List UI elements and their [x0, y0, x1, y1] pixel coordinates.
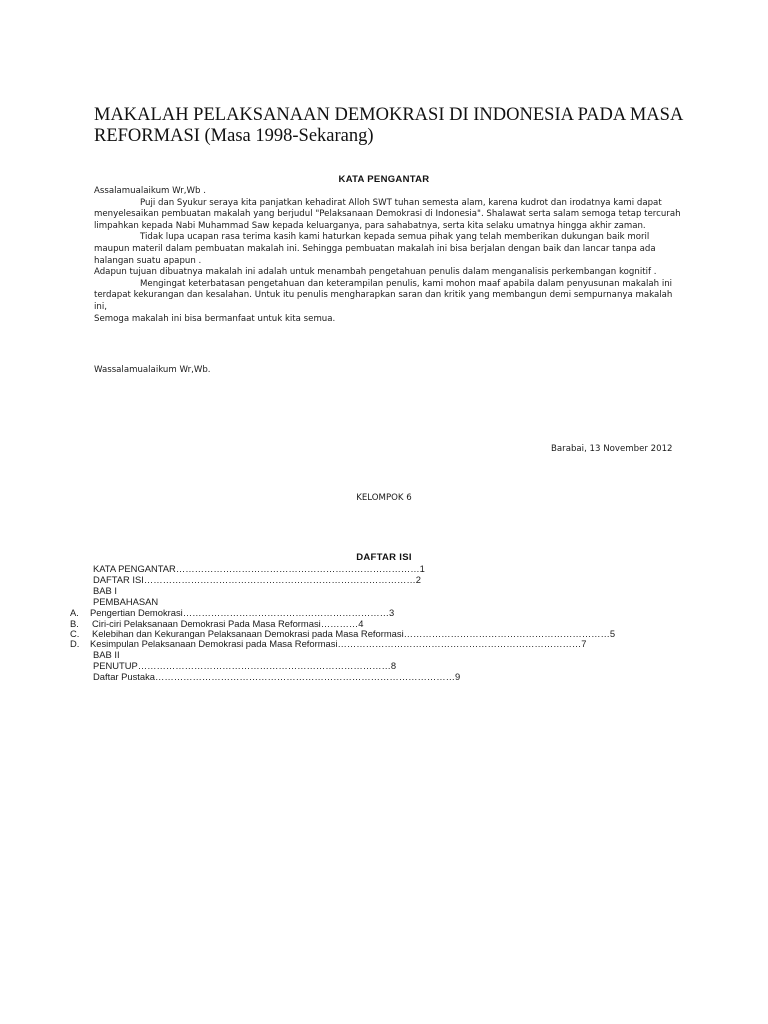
- daftar-isi-heading: DAFTAR ISI: [356, 552, 412, 563]
- toc-entry-kata-pengantar: KATA PENGANTAR……………………………………………………………………1: [93, 563, 425, 574]
- paragraph-1: Puji dan Syukur seraya kita panjatkan kehadirat Alloh SWT tuhan semesta alam, karena kudrot dan irodatnya kami dapat menyelesaikan pembuatan makalah yang berjudul "Pelaksanaan Demokrasi di Indonesia". Shalawat serta salam semoga tetap tercurah limpahkan kepada Nabi Muhammad Saw kepada keluarganya, para sahabatnya, serta kita selaku umatnya hingga akhir zaman.: [94, 197, 681, 231]
- foreword-body: [94, 186, 684, 325]
- place-date: Barabai, 13 November 2012: [551, 444, 673, 454]
- toc-entry-d: Kesimpulan Pelaksanaan Demokrasi pada Masa Reformasi……………………………………………………………………7: [90, 638, 587, 649]
- paragraph-5: Semoga makalah ini bisa bermanfaat untuk kita semua.: [94, 313, 336, 324]
- paragraph-3: Adapun tujuan dibuatnya makalah ini adalah untuk menambah pengetahuan penulis dalam menganalisis perkembangan kognitif .: [94, 267, 657, 278]
- toc-entry-b: Ciri-ciri Pelaksanaan Demokrasi Pada Masa Reformasi…………4: [92, 618, 364, 629]
- document-title-line-2: REFORMASI (Masa 1998-Sekarang): [94, 126, 374, 146]
- author-group: KELOMPOK 6: [356, 493, 412, 503]
- document-title-line-1: MAKALAH PELAKSANAAN DEMOKRASI DI INDONESIA PADA MASA: [94, 105, 684, 125]
- toc-entry-penutup: PENUTUP………………………………………………………………………8: [93, 660, 397, 671]
- toc-item-b-letter: B.: [70, 618, 79, 629]
- toc-item-d-letter: D.: [70, 638, 80, 649]
- toc-entry-c: Kelebihan dan Kekurangan Pelaksanaan Demokrasi pada Masa Reformasi…………………………………………………………5: [92, 628, 616, 639]
- paragraph-2: Tidak lupa ucapan rasa terima kasih kami haturkan kepada semua pihak yang telah memberikan dukungan baik moril maupun materil dalam pembuatan makalah ini. Sehingga pembuatan makalah ini bisa berjalan dengan baik dan lancar tanpa ada halangan suatu apapun .: [94, 232, 656, 266]
- toc-entry-daftar-isi: DAFTAR ISI……………………………………………………………………………2: [93, 574, 421, 585]
- toc-entry-a: Pengertian Demokrasi…………………………………………………………3: [90, 607, 395, 618]
- closing-salutation: Wassalamualaikum Wr,Wb.: [94, 365, 211, 375]
- toc-bab-1: BAB I: [93, 585, 117, 596]
- toc-entry-daftar-pustaka: Daftar Pustaka……………………………………………………………………………………9: [93, 671, 461, 682]
- toc-bab-2: BAB II: [93, 649, 120, 660]
- kata-pengantar-heading: KATA PENGANTAR: [338, 174, 430, 185]
- toc-pembahasan: PEMBAHASAN: [93, 596, 159, 607]
- greeting: Assalamualaikum Wr,Wb .: [94, 186, 206, 196]
- toc-item-c-letter: C.: [70, 628, 80, 639]
- paragraph-4: Mengingat keterbatasan pengetahuan dan keterampilan penulis, kami mohon maaf apabila dalam penyusunan makalah ini terdapat kekurangan dan kesalahan. Untuk itu penulis mengharapkan saran dan kritik yang membangun demi sempurnanya makalah ini,: [94, 278, 673, 312]
- toc-item-a-letter: A.: [70, 607, 79, 618]
